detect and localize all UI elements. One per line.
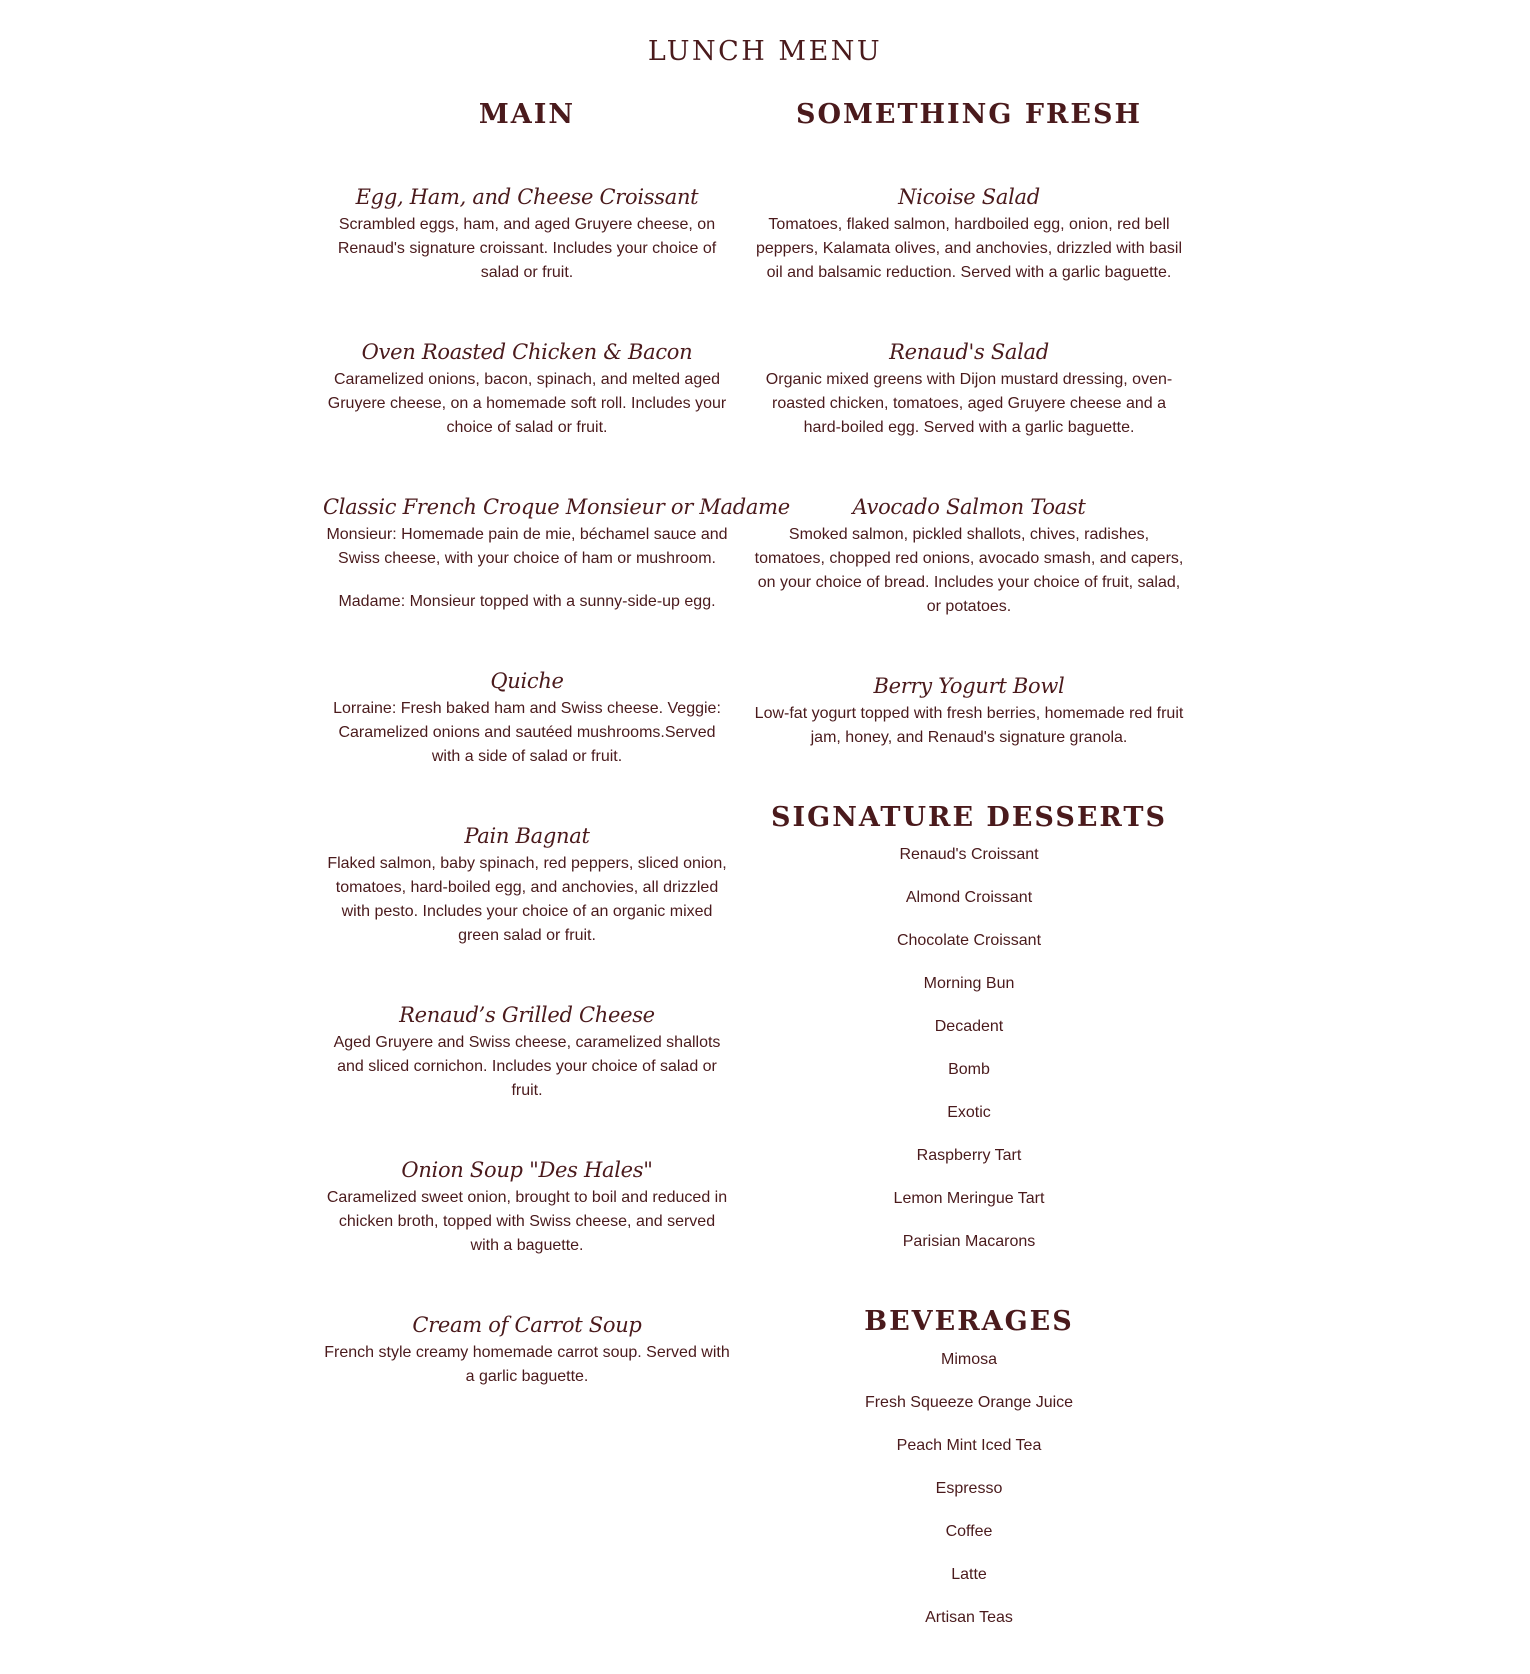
dessert-item: Exotic <box>947 1104 991 1121</box>
menu-item-description: Flaked salmon, baby spinach, red peppers, sliced onion, tomatoes, hard-boiled egg, and anchovies, all drizzled with pesto. Includes your choice of an organic mixed green salad or fruit. <box>327 855 727 944</box>
menu-item <box>752 338 1186 440</box>
menu-item-description: Lorraine: Fresh baked ham and Swiss cheese. Veggie: Caramelized onions and sautéed mushrooms.Served with a side of salad or fruit. <box>333 700 721 765</box>
menu-item <box>323 493 790 614</box>
dessert-item: Decadent <box>934 1018 1004 1035</box>
dessert-item: Renaud's Croissant <box>899 846 1039 863</box>
beverage-item: Espresso <box>935 1480 1003 1497</box>
menu-item <box>323 822 731 948</box>
menu-item-name: Nicoise Salad <box>898 185 1040 209</box>
beverage-item: Fresh Squeeze Orange Juice <box>864 1394 1074 1411</box>
menu-item <box>323 183 731 285</box>
menu-item-description: Madame: Monsieur topped with a sunny-side-up egg. <box>338 593 716 610</box>
menu-item-description: Organic mixed greens with Dijon mustard dressing, oven-roasted chicken, tomatoes, aged Gruyere cheese and a hard-boiled egg. Served with a garlic baguette. <box>765 371 1173 436</box>
beverage-item: Mimosa <box>940 1351 997 1368</box>
menu-item <box>323 1156 731 1258</box>
menu-item-name: Renaud’s Grilled Cheese <box>399 1003 655 1027</box>
menu-item-name: Oven Roasted Chicken & Bacon <box>361 340 693 364</box>
menu-item-description: Scrambled eggs, ham, and aged Gruyere cheese, on Renaud's signature croissant. Includes your choice of salad or fruit. <box>337 216 717 281</box>
menu-item-name: Egg, Ham, and Cheese Croissant <box>355 185 699 209</box>
menu-item <box>752 183 1186 285</box>
menu-item <box>323 1001 731 1103</box>
menu-item <box>752 672 1186 750</box>
menu-item-name: Berry Yogurt Bowl <box>873 674 1065 698</box>
beverage-item: Peach Mint Iced Tea <box>896 1437 1042 1454</box>
menu-item <box>323 338 731 440</box>
menu-item-description: Aged Gruyere and Swiss cheese, caramelized shallots and sliced cornichon. Includes your choice of salad or fruit. <box>333 1034 721 1099</box>
menu-item-description: Tomatoes, flaked salmon, hardboiled egg, onion, red bell peppers, Kalamata olives, and anchovies, drizzled with basil oil and balsamic reduction. Served with a garlic baguette. <box>755 216 1182 281</box>
menu-item <box>323 1311 731 1389</box>
dessert-item: Parisian Macarons <box>902 1233 1036 1250</box>
menu-item <box>752 493 1186 619</box>
dessert-item: Almond Croissant <box>905 889 1033 906</box>
menu-item-name: Avocado Salmon Toast <box>852 495 1086 519</box>
menu-item-name: Cream of Carrot Soup <box>412 1313 642 1337</box>
beverage-item: Latte <box>951 1566 987 1583</box>
beverage-item: Coffee <box>945 1523 993 1540</box>
page-title: LUNCH MENU <box>647 36 883 67</box>
menu-item-description: Smoked salmon, pickled shallots, chives, radishes, tomatoes, chopped red onions, avocado smash, and capers, on your choice of bread. Includes your choice of fruit, salad, or potatoes. <box>754 526 1184 615</box>
menu-item-name: Renaud's Salad <box>889 340 1049 364</box>
menu-item-name: Quiche <box>490 669 564 693</box>
beverage-item: Artisan Teas <box>925 1609 1013 1626</box>
desserts-heading: SIGNATURE DESSERTS <box>771 802 1167 833</box>
menu-item-description: Low-fat yogurt topped with fresh berries, homemade red fruit jam, honey, and Renaud's signature granola. <box>754 705 1184 746</box>
main-heading: MAIN <box>478 99 576 130</box>
menu-item-description: French style creamy homemade carrot soup. Served with a garlic baguette. <box>324 1344 730 1385</box>
menu-item-name: Pain Bagnat <box>464 824 590 848</box>
dessert-item: Raspberry Tart <box>916 1147 1022 1164</box>
menu-item-name: Onion Soup "Des Hales" <box>401 1158 653 1182</box>
dessert-item: Chocolate Croissant <box>896 932 1042 949</box>
dessert-item: Bomb <box>948 1061 990 1078</box>
menu-item <box>323 667 731 769</box>
beverages-heading: BEVERAGES <box>864 1306 1074 1337</box>
menu-item-description: Monsieur: Homemade pain de mie, béchamel sauce and Swiss cheese, with your choice of ham or mushroom. <box>326 526 728 567</box>
menu-item-description: Caramelized sweet onion, brought to boil and reduced in chicken broth, topped with Swiss cheese, and served with a baguette. <box>326 1189 728 1254</box>
menu-item-name: Classic French Croque Monsieur or Madame <box>323 495 790 519</box>
fresh-heading: SOMETHING FRESH <box>795 99 1143 130</box>
dessert-item: Lemon Meringue Tart <box>893 1190 1045 1207</box>
menu-item-description: Caramelized onions, bacon, spinach, and melted aged Gruyere cheese, on a homemade soft roll. Includes your choice of salad or fruit. <box>327 371 727 436</box>
dessert-item: Morning Bun <box>923 975 1015 992</box>
